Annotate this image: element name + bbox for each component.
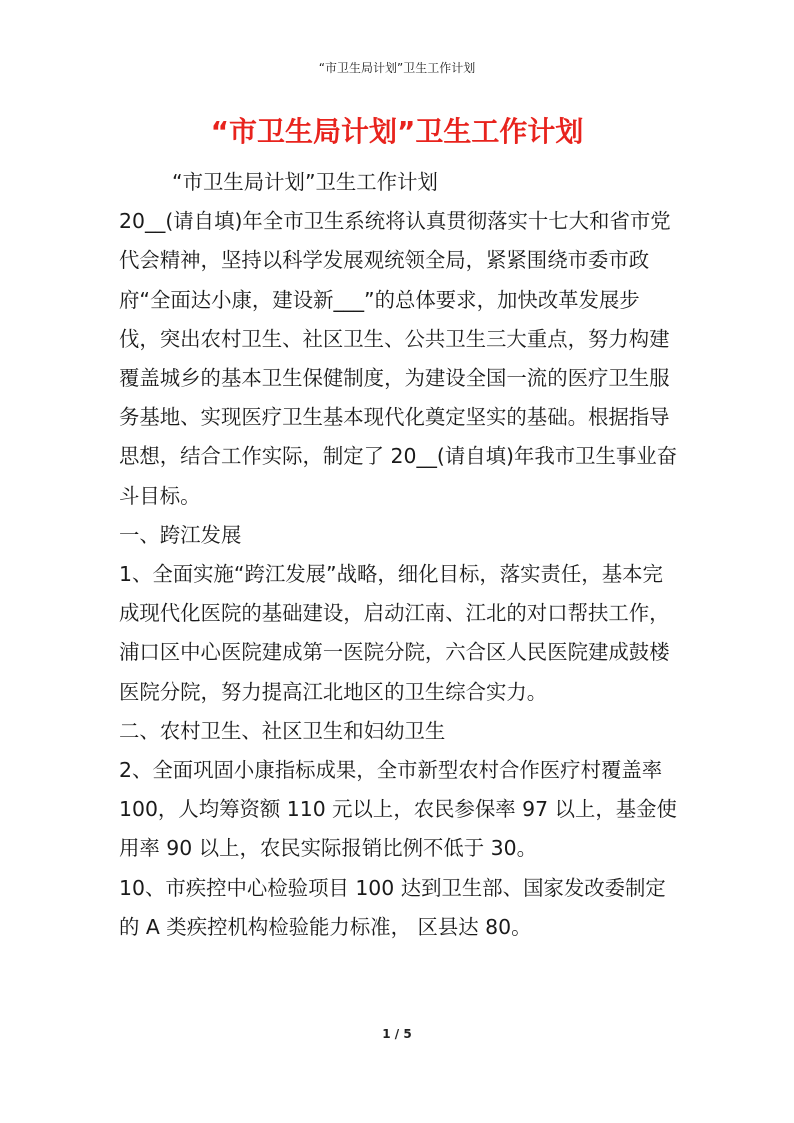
paragraph-intro: 20__(请自填)年全市卫生系统将认真贯彻落实十七大和省市党代会精神，坚持以科学发展观统领全局，紧紧围绕市委市政府“全面达小康，建设新___”的总体要求，加快改革发展步伐，突出农村卫生、社区卫生、公共卫生三大重点，努力构建覆盖城乡的基本卫生保健制度，为建设全国一流的医疗卫生服务基地、实现医疗卫生基本现代化奠定坚实的基础。根据指导思想，结合工作实际，制定了 20__(请自填)年我市卫生事业奋斗目标。 xyxy=(119,209,678,508)
section-heading-1: 一、跨江发展 xyxy=(119,522,242,547)
page-number: 1 / 5 xyxy=(382,1027,412,1041)
running-header: “市卫生局计划”卫生工作计划 xyxy=(318,61,476,75)
paragraph-item-2: 2、全面巩固小康指标成果，全市新型农村合作医疗村覆盖率 100，人均筹资额 110 元以上，农民参保率 97 以上，基金使用率 90 以上，农民实际报销比例不低于 30。 xyxy=(119,758,677,861)
document-body xyxy=(119,163,679,947)
paragraph-item-1: 1、全面实施“跨江发展”战略，细化目标，落实责任，基本完成现代化医院的基础建设，启动江南、江北的对口帮扶工作，浦口区中心医院建成第一医院分院，六合区人民医院建成鼓楼医院分院，努力提高江北地区的卫生综合实力。 xyxy=(119,562,670,704)
document-subtitle: “市卫生局计划”卫生工作计划 xyxy=(172,170,438,194)
section-heading-2: 二、农村卫生、社区卫生和妇幼卫生 xyxy=(119,718,446,743)
document-title: “市卫生局计划”卫生工作计划 xyxy=(210,115,584,148)
paragraph-item-10: 10、市疾控中心检验项目 100 达到卫生部、国家发改委制定的 A 类疾控机构检验能力标准， 区县达 80。 xyxy=(119,875,666,939)
